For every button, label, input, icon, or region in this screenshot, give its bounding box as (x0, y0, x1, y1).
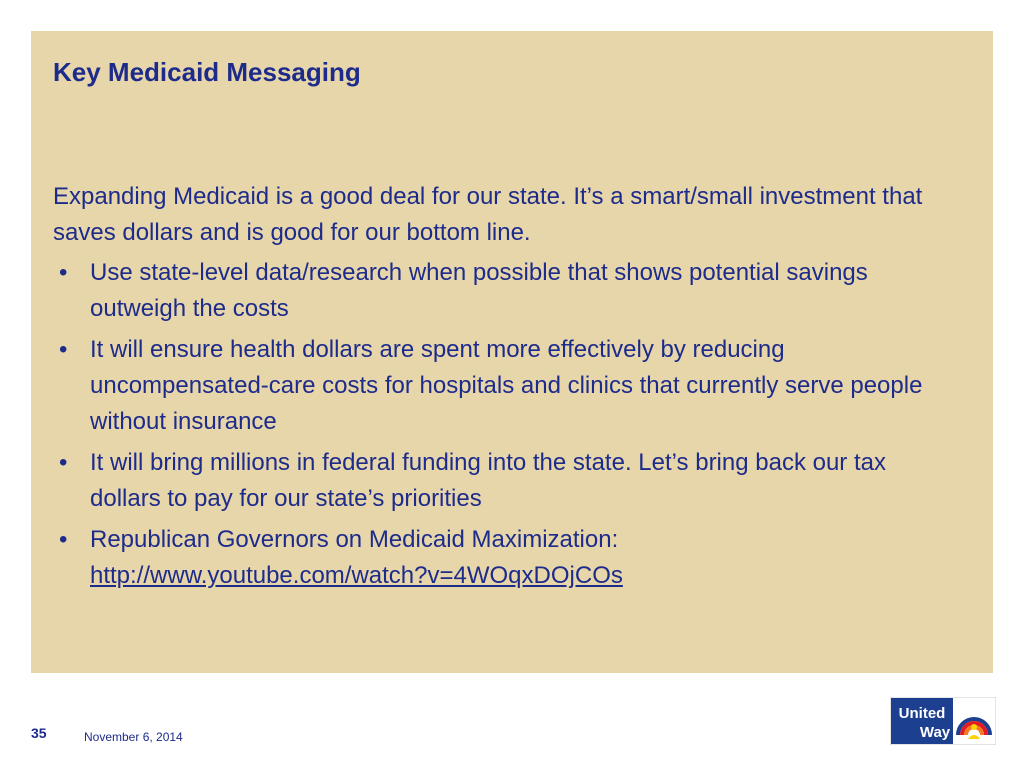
bullet-icon: • (59, 336, 68, 363)
slide-number: 35 (31, 725, 47, 741)
bullet-list (53, 255, 953, 594)
bullet-text: It will ensure health dollars are spent more effectively by reducing uncompensated-care costs for hospitals and clinics that currently serve people without insurance (90, 336, 923, 435)
bullet-item (53, 332, 953, 440)
slide-title: Key Medicaid Messaging (53, 57, 361, 87)
united-way-logo (890, 697, 996, 745)
bullet-text: Republican Governors on Medicaid Maximization: (90, 526, 619, 553)
bullet-icon: • (59, 449, 68, 476)
bullet-text: It will bring millions in federal funding into the state. Let’s bring back our tax dollars to pay for our state’s priorities (90, 449, 886, 512)
bullet-icon: • (59, 259, 68, 286)
logo-line1: United (898, 705, 946, 722)
footer-date: November 6, 2014 (84, 730, 183, 744)
bullet-item (53, 445, 953, 517)
bullet-item (53, 255, 953, 327)
intro-paragraph: Expanding Medicaid is a good deal for our state. It’s a smart/small investment that saves dollars and is good for our bottom line. (53, 183, 923, 246)
bullet-item (53, 522, 953, 594)
logo-line2: Way (919, 724, 951, 741)
content-panel (31, 31, 993, 673)
bullet-icon: • (59, 526, 68, 553)
slide-body (53, 179, 953, 599)
bullet-text: Use state-level data/research when possible that shows potential savings outweigh the costs (90, 259, 868, 322)
youtube-link[interactable]: http://www.youtube.com/watch?v=4WOqxDOjCOs (90, 562, 623, 589)
